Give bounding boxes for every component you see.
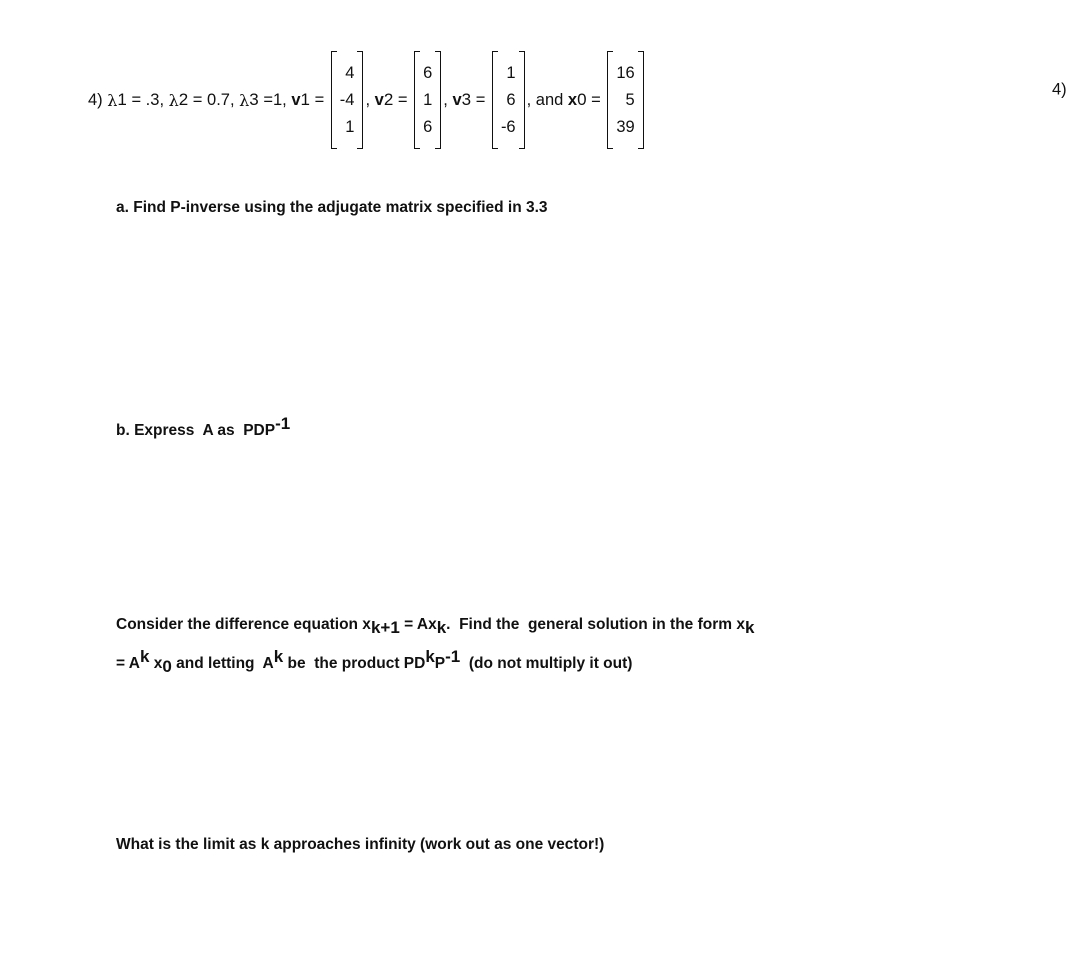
problem-number-margin: 4) xyxy=(1052,80,1067,99)
lambda-2-symbol: λ xyxy=(168,90,179,110)
lambda-1-symbol: λ xyxy=(107,90,118,110)
v3-entry: -6 xyxy=(500,117,516,136)
v3-label: v xyxy=(452,90,462,109)
separator-comma: , xyxy=(365,90,375,109)
v2-entry: 6 xyxy=(423,63,433,82)
part-c-text: be the product PD xyxy=(283,655,426,672)
x0-entry: 39 xyxy=(616,117,635,136)
part-c-text: = A xyxy=(116,655,140,672)
part-c-line-2 xyxy=(116,647,633,676)
v2-entry: 6 xyxy=(423,117,433,136)
problem-number: 4) xyxy=(88,90,103,109)
v1-label: v xyxy=(291,90,301,109)
part-c-subscript: k xyxy=(744,618,755,637)
v3-entry: 6 xyxy=(506,90,516,109)
v1-entry: 1 xyxy=(345,117,355,136)
problem-4-statement: 4) λ 1 = .3, λ 2 = 0.7, λ 3 =1, v 1 = 4 -4 1 , v 2 = 6 1 6 , v 3 = 1 6 -6 , and x 0 = 16 5 39 xyxy=(88,44,646,156)
v2-vector xyxy=(414,51,441,149)
part-c-subscript: k xyxy=(436,618,447,637)
part-b-question xyxy=(116,414,291,440)
v1-vector xyxy=(331,51,364,149)
v1-equals: = xyxy=(309,90,329,109)
part-c-text: = Ax xyxy=(399,616,437,633)
separator-comma: , xyxy=(443,90,453,109)
x0-equals: = xyxy=(586,90,606,109)
v1-entry: 4 xyxy=(345,63,355,82)
v1-entry: -4 xyxy=(339,90,355,109)
part-c-text: and letting A xyxy=(171,655,274,672)
part-c-text: . Find the general solution in the form x xyxy=(446,616,745,633)
part-c-superscript: k xyxy=(425,647,435,666)
part-a-question: a. Find P-inverse using the adjugate matrix specified in 3.3 xyxy=(116,199,548,216)
part-b-superscript: -1 xyxy=(275,414,291,433)
lambda-2-value: = 0.7, xyxy=(188,90,240,109)
and-connector: , and xyxy=(526,90,568,109)
part-d-question: What is the limit as k approaches infinity (work out as one vector!) xyxy=(116,836,605,853)
part-c-text: (do not multiply it out) xyxy=(460,655,633,672)
part-c-text: Consider the difference equation x xyxy=(116,616,371,633)
part-c-text: x xyxy=(149,655,163,672)
lambda-1-value: = .3, xyxy=(126,90,169,109)
part-c-superscript: k xyxy=(273,647,284,666)
part-c-subscript: 0 xyxy=(162,657,172,676)
part-c-superscript: k xyxy=(139,647,150,666)
lambda-3-value: =1, xyxy=(258,90,292,109)
x0-entry: 16 xyxy=(616,63,635,82)
v2-entry: 1 xyxy=(423,90,433,109)
part-c-text: P xyxy=(434,655,446,672)
v2-label: v xyxy=(374,90,384,109)
lambda-3-symbol: λ xyxy=(239,90,250,110)
x0-label: x xyxy=(567,90,578,109)
part-c-superscript: -1 xyxy=(445,647,461,666)
v3-vector xyxy=(492,51,525,149)
part-c-subscript: k+1 xyxy=(370,618,400,637)
part-c-line-1 xyxy=(116,616,755,637)
part-b-text: b. Express A as PDP xyxy=(116,422,276,439)
v3-equals: = xyxy=(471,90,490,109)
x0-entry: 5 xyxy=(625,90,635,109)
x0-vector xyxy=(607,51,643,149)
v3-entry: 1 xyxy=(506,63,516,82)
v2-equals: = xyxy=(393,90,413,109)
